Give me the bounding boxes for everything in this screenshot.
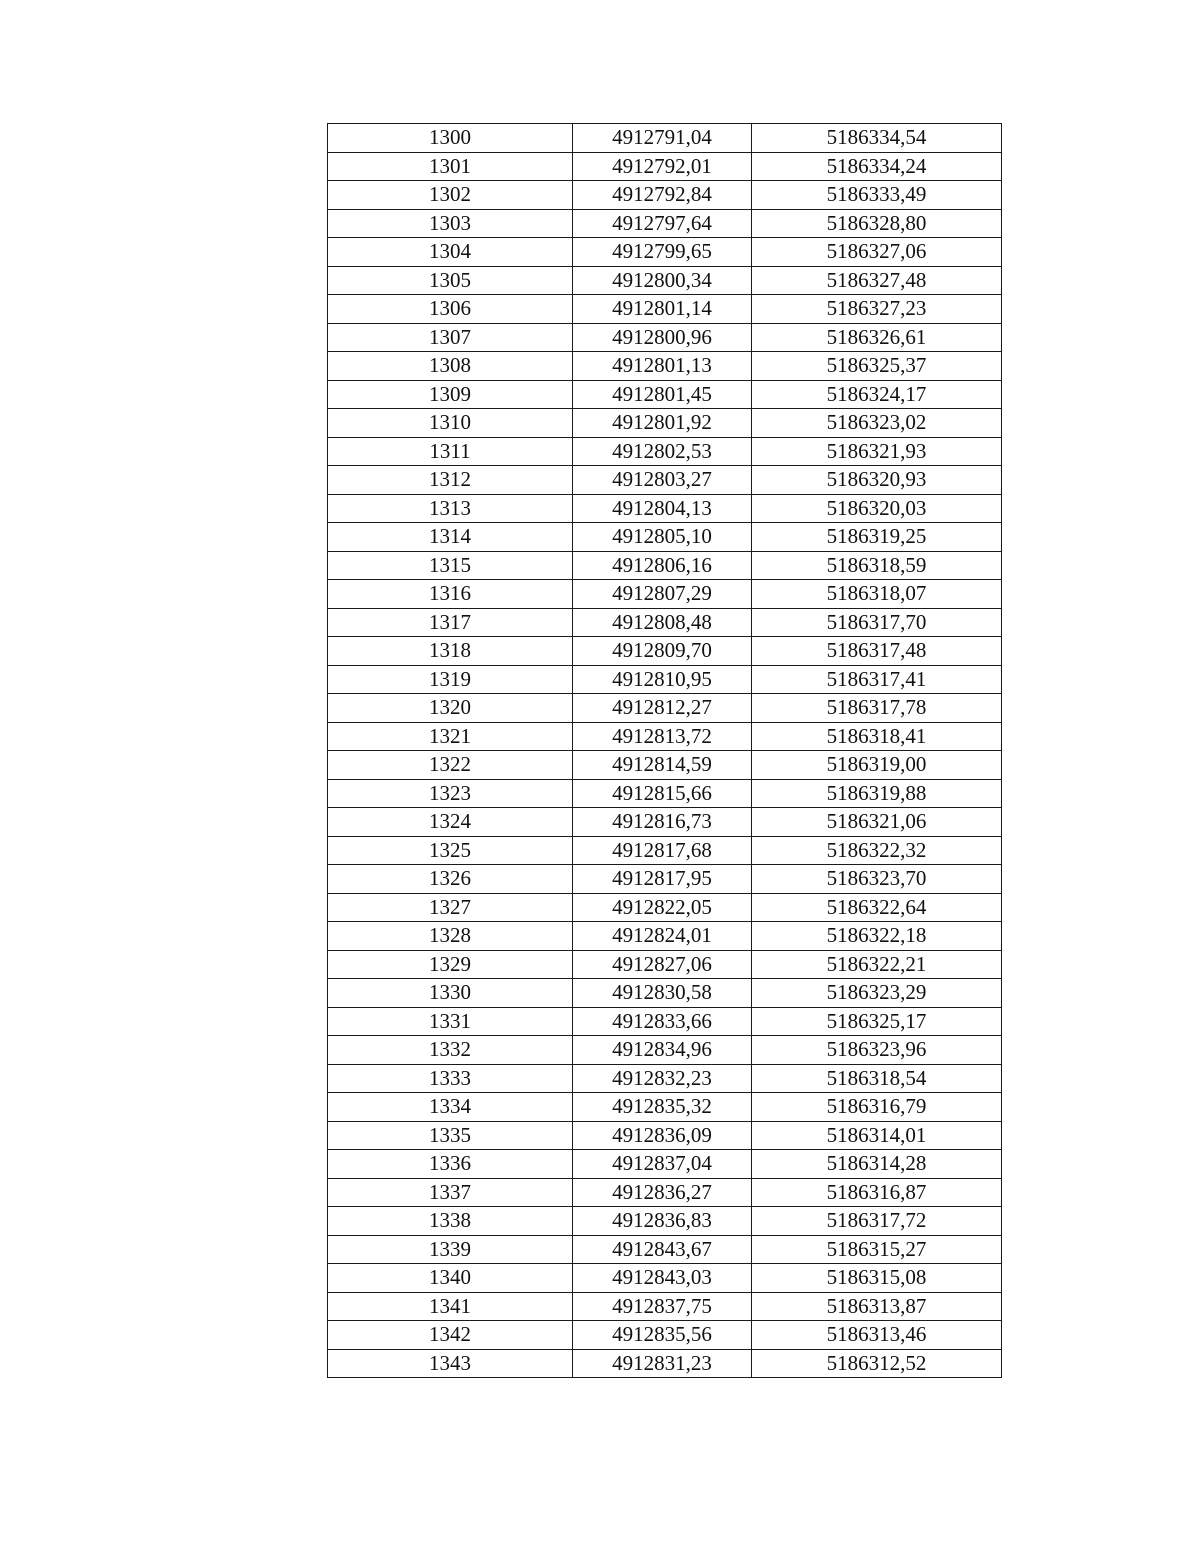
table-row <box>328 865 1002 894</box>
point-number-cell: 1314 <box>328 523 573 552</box>
table-row <box>328 466 1002 495</box>
point-number-cell: 1330 <box>328 979 573 1008</box>
point-number-cell: 1317 <box>328 608 573 637</box>
x-coordinate-cell: 4912843,03 <box>573 1264 752 1293</box>
y-coordinate-cell: 5186317,70 <box>752 608 1002 637</box>
x-coordinate-cell: 4912836,83 <box>573 1207 752 1236</box>
y-coordinate-cell: 5186328,80 <box>752 209 1002 238</box>
table-row <box>328 209 1002 238</box>
y-coordinate-cell: 5186322,64 <box>752 893 1002 922</box>
y-coordinate-cell: 5186316,87 <box>752 1178 1002 1207</box>
y-coordinate-cell: 5186327,48 <box>752 266 1002 295</box>
x-coordinate-cell: 4912817,95 <box>573 865 752 894</box>
x-coordinate-cell: 4912836,09 <box>573 1121 752 1150</box>
x-coordinate-cell: 4912837,04 <box>573 1150 752 1179</box>
point-number-cell: 1335 <box>328 1121 573 1150</box>
point-number-cell: 1331 <box>328 1007 573 1036</box>
point-number-cell: 1301 <box>328 152 573 181</box>
y-coordinate-cell: 5186323,96 <box>752 1036 1002 1065</box>
x-coordinate-cell: 4912806,16 <box>573 551 752 580</box>
y-coordinate-cell: 5186316,79 <box>752 1093 1002 1122</box>
x-coordinate-cell: 4912792,01 <box>573 152 752 181</box>
point-number-cell: 1319 <box>328 665 573 694</box>
y-coordinate-cell: 5186322,18 <box>752 922 1002 951</box>
x-coordinate-cell: 4912807,29 <box>573 580 752 609</box>
table-row <box>328 1349 1002 1378</box>
point-number-cell: 1307 <box>328 323 573 352</box>
y-coordinate-cell: 5186313,87 <box>752 1292 1002 1321</box>
point-number-cell: 1334 <box>328 1093 573 1122</box>
y-coordinate-cell: 5186318,41 <box>752 722 1002 751</box>
x-coordinate-cell: 4912802,53 <box>573 437 752 466</box>
x-coordinate-cell: 4912805,10 <box>573 523 752 552</box>
table-row <box>328 1150 1002 1179</box>
y-coordinate-cell: 5186317,41 <box>752 665 1002 694</box>
x-coordinate-cell: 4912815,66 <box>573 779 752 808</box>
coordinates-table <box>327 123 1002 1378</box>
point-number-cell: 1328 <box>328 922 573 951</box>
point-number-cell: 1309 <box>328 380 573 409</box>
x-coordinate-cell: 4912803,27 <box>573 466 752 495</box>
y-coordinate-cell: 5186314,28 <box>752 1150 1002 1179</box>
table-row <box>328 808 1002 837</box>
y-coordinate-cell: 5186317,78 <box>752 694 1002 723</box>
y-coordinate-cell: 5186320,03 <box>752 494 1002 523</box>
x-coordinate-cell: 4912843,67 <box>573 1235 752 1264</box>
table-row <box>328 1235 1002 1264</box>
x-coordinate-cell: 4912810,95 <box>573 665 752 694</box>
table-row <box>328 1264 1002 1293</box>
x-coordinate-cell: 4912801,13 <box>573 352 752 381</box>
y-coordinate-cell: 5186314,01 <box>752 1121 1002 1150</box>
point-number-cell: 1302 <box>328 181 573 210</box>
y-coordinate-cell: 5186321,06 <box>752 808 1002 837</box>
x-coordinate-cell: 4912812,27 <box>573 694 752 723</box>
point-number-cell: 1326 <box>328 865 573 894</box>
x-coordinate-cell: 4912792,84 <box>573 181 752 210</box>
point-number-cell: 1310 <box>328 409 573 438</box>
y-coordinate-cell: 5186312,52 <box>752 1349 1002 1378</box>
point-number-cell: 1333 <box>328 1064 573 1093</box>
x-coordinate-cell: 4912791,04 <box>573 124 752 153</box>
point-number-cell: 1322 <box>328 751 573 780</box>
x-coordinate-cell: 4912833,66 <box>573 1007 752 1036</box>
point-number-cell: 1318 <box>328 637 573 666</box>
table-row <box>328 751 1002 780</box>
table-row <box>328 1207 1002 1236</box>
point-number-cell: 1342 <box>328 1321 573 1350</box>
table-row <box>328 437 1002 466</box>
table-row <box>328 1036 1002 1065</box>
point-number-cell: 1339 <box>328 1235 573 1264</box>
table-row <box>328 1321 1002 1350</box>
x-coordinate-cell: 4912835,56 <box>573 1321 752 1350</box>
x-coordinate-cell: 4912804,13 <box>573 494 752 523</box>
y-coordinate-cell: 5186323,29 <box>752 979 1002 1008</box>
table-row <box>328 779 1002 808</box>
x-coordinate-cell: 4912817,68 <box>573 836 752 865</box>
x-coordinate-cell: 4912824,01 <box>573 922 752 951</box>
x-coordinate-cell: 4912830,58 <box>573 979 752 1008</box>
point-number-cell: 1323 <box>328 779 573 808</box>
coordinates-table-body <box>328 124 1002 1378</box>
x-coordinate-cell: 4912837,75 <box>573 1292 752 1321</box>
point-number-cell: 1312 <box>328 466 573 495</box>
table-row <box>328 352 1002 381</box>
y-coordinate-cell: 5186324,17 <box>752 380 1002 409</box>
point-number-cell: 1329 <box>328 950 573 979</box>
y-coordinate-cell: 5186318,07 <box>752 580 1002 609</box>
point-number-cell: 1313 <box>328 494 573 523</box>
point-number-cell: 1341 <box>328 1292 573 1321</box>
y-coordinate-cell: 5186323,70 <box>752 865 1002 894</box>
table-row <box>328 380 1002 409</box>
table-row <box>328 152 1002 181</box>
point-number-cell: 1300 <box>328 124 573 153</box>
x-coordinate-cell: 4912801,14 <box>573 295 752 324</box>
x-coordinate-cell: 4912800,34 <box>573 266 752 295</box>
table-row <box>328 238 1002 267</box>
table-row <box>328 1064 1002 1093</box>
x-coordinate-cell: 4912822,05 <box>573 893 752 922</box>
table-row <box>328 1007 1002 1036</box>
table-row <box>328 494 1002 523</box>
x-coordinate-cell: 4912813,72 <box>573 722 752 751</box>
table-row <box>328 893 1002 922</box>
point-number-cell: 1303 <box>328 209 573 238</box>
x-coordinate-cell: 4912835,32 <box>573 1093 752 1122</box>
x-coordinate-cell: 4912836,27 <box>573 1178 752 1207</box>
table-row <box>328 665 1002 694</box>
table-row <box>328 1093 1002 1122</box>
y-coordinate-cell: 5186322,32 <box>752 836 1002 865</box>
table-row <box>328 1292 1002 1321</box>
x-coordinate-cell: 4912831,23 <box>573 1349 752 1378</box>
table-row <box>328 323 1002 352</box>
y-coordinate-cell: 5186315,27 <box>752 1235 1002 1264</box>
y-coordinate-cell: 5186323,02 <box>752 409 1002 438</box>
x-coordinate-cell: 4912814,59 <box>573 751 752 780</box>
y-coordinate-cell: 5186333,49 <box>752 181 1002 210</box>
table-row <box>328 523 1002 552</box>
y-coordinate-cell: 5186318,59 <box>752 551 1002 580</box>
point-number-cell: 1325 <box>328 836 573 865</box>
y-coordinate-cell: 5186319,25 <box>752 523 1002 552</box>
y-coordinate-cell: 5186325,37 <box>752 352 1002 381</box>
y-coordinate-cell: 5186334,24 <box>752 152 1002 181</box>
table-row <box>328 950 1002 979</box>
y-coordinate-cell: 5186327,23 <box>752 295 1002 324</box>
table-row <box>328 1121 1002 1150</box>
y-coordinate-cell: 5186322,21 <box>752 950 1002 979</box>
table-row <box>328 551 1002 580</box>
x-coordinate-cell: 4912827,06 <box>573 950 752 979</box>
point-number-cell: 1306 <box>328 295 573 324</box>
table-row <box>328 979 1002 1008</box>
table-row <box>328 295 1002 324</box>
y-coordinate-cell: 5186318,54 <box>752 1064 1002 1093</box>
x-coordinate-cell: 4912801,45 <box>573 380 752 409</box>
table-row <box>328 722 1002 751</box>
point-number-cell: 1308 <box>328 352 573 381</box>
y-coordinate-cell: 5186334,54 <box>752 124 1002 153</box>
point-number-cell: 1324 <box>328 808 573 837</box>
point-number-cell: 1340 <box>328 1264 573 1293</box>
y-coordinate-cell: 5186321,93 <box>752 437 1002 466</box>
y-coordinate-cell: 5186317,48 <box>752 637 1002 666</box>
x-coordinate-cell: 4912809,70 <box>573 637 752 666</box>
y-coordinate-cell: 5186313,46 <box>752 1321 1002 1350</box>
x-coordinate-cell: 4912801,92 <box>573 409 752 438</box>
point-number-cell: 1315 <box>328 551 573 580</box>
y-coordinate-cell: 5186317,72 <box>752 1207 1002 1236</box>
point-number-cell: 1337 <box>328 1178 573 1207</box>
table-row <box>328 836 1002 865</box>
x-coordinate-cell: 4912816,73 <box>573 808 752 837</box>
point-number-cell: 1321 <box>328 722 573 751</box>
y-coordinate-cell: 5186327,06 <box>752 238 1002 267</box>
table-row <box>328 580 1002 609</box>
y-coordinate-cell: 5186326,61 <box>752 323 1002 352</box>
x-coordinate-cell: 4912797,64 <box>573 209 752 238</box>
x-coordinate-cell: 4912834,96 <box>573 1036 752 1065</box>
x-coordinate-cell: 4912808,48 <box>573 608 752 637</box>
table-row <box>328 637 1002 666</box>
y-coordinate-cell: 5186319,88 <box>752 779 1002 808</box>
point-number-cell: 1343 <box>328 1349 573 1378</box>
table-row <box>328 922 1002 951</box>
point-number-cell: 1332 <box>328 1036 573 1065</box>
point-number-cell: 1320 <box>328 694 573 723</box>
table-row <box>328 1178 1002 1207</box>
table-row <box>328 608 1002 637</box>
x-coordinate-cell: 4912799,65 <box>573 238 752 267</box>
y-coordinate-cell: 5186315,08 <box>752 1264 1002 1293</box>
point-number-cell: 1304 <box>328 238 573 267</box>
point-number-cell: 1338 <box>328 1207 573 1236</box>
point-number-cell: 1305 <box>328 266 573 295</box>
y-coordinate-cell: 5186320,93 <box>752 466 1002 495</box>
table-row <box>328 124 1002 153</box>
x-coordinate-cell: 4912832,23 <box>573 1064 752 1093</box>
point-number-cell: 1336 <box>328 1150 573 1179</box>
table-row <box>328 409 1002 438</box>
y-coordinate-cell: 5186325,17 <box>752 1007 1002 1036</box>
x-coordinate-cell: 4912800,96 <box>573 323 752 352</box>
table-row <box>328 181 1002 210</box>
point-number-cell: 1327 <box>328 893 573 922</box>
table-row <box>328 266 1002 295</box>
y-coordinate-cell: 5186319,00 <box>752 751 1002 780</box>
point-number-cell: 1311 <box>328 437 573 466</box>
point-number-cell: 1316 <box>328 580 573 609</box>
table-row <box>328 694 1002 723</box>
